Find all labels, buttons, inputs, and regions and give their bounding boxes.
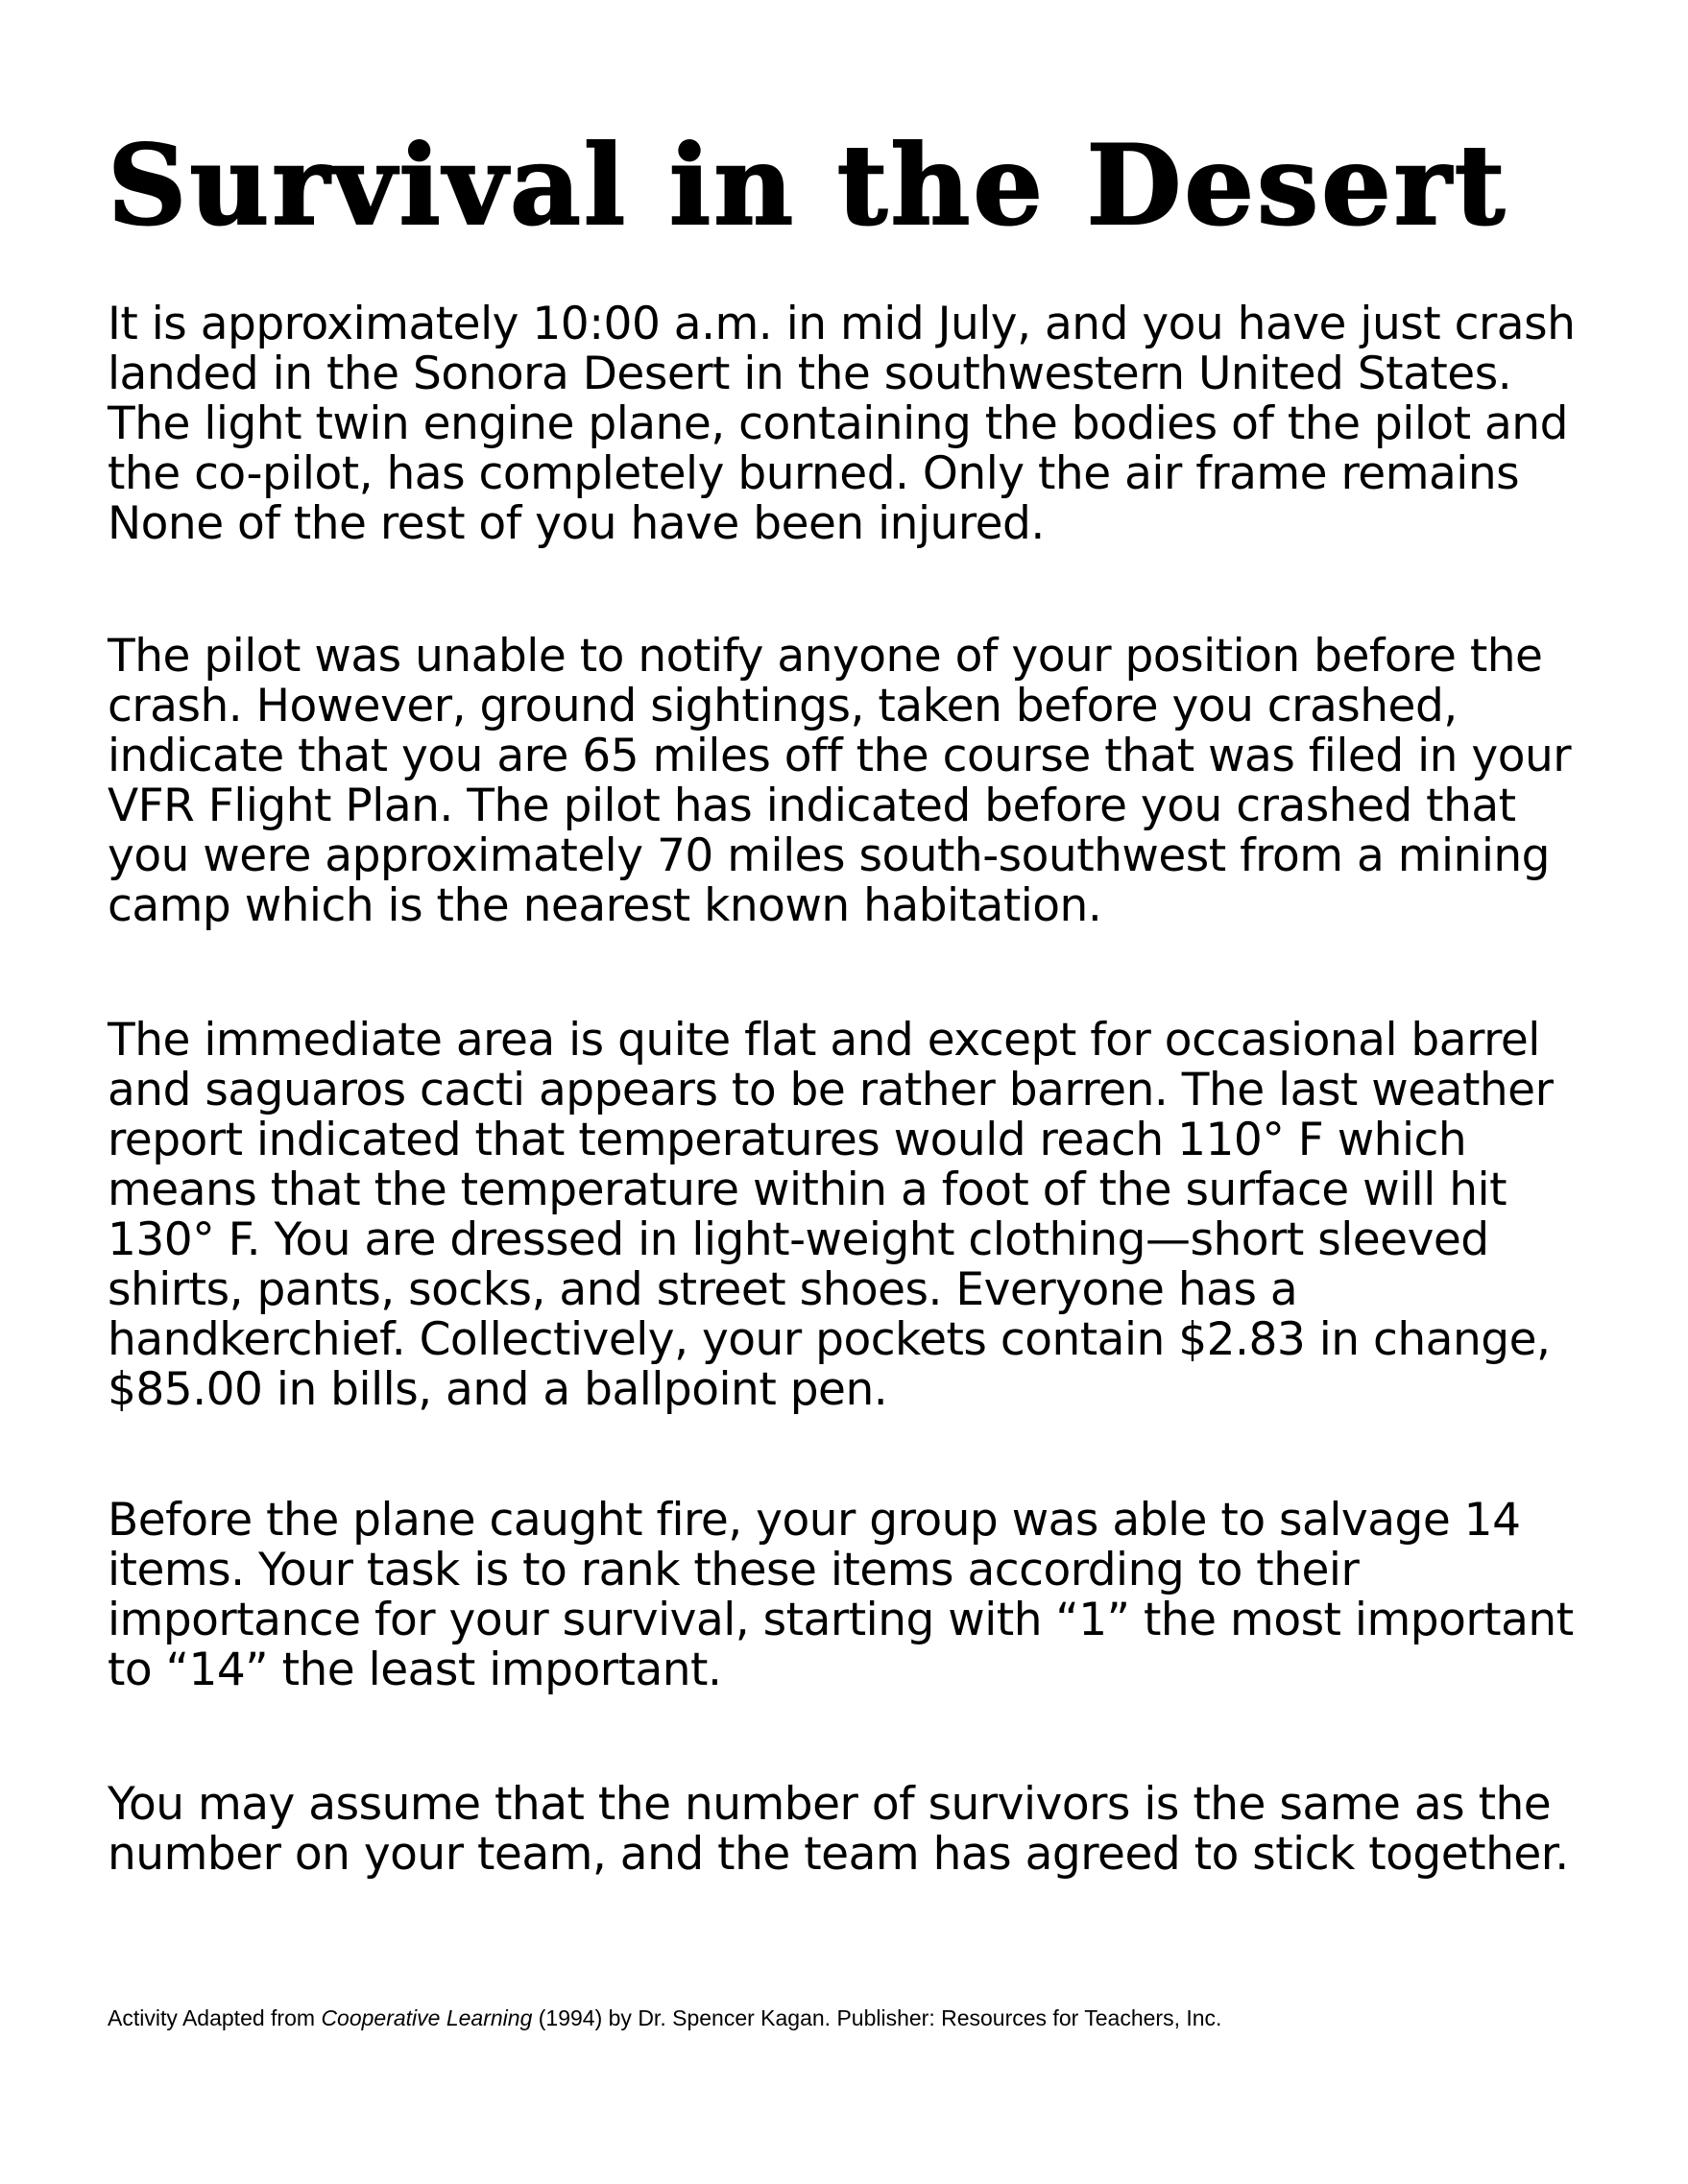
source-footnote: [108, 2004, 1605, 2032]
scenario-paragraph-position: The pilot was unable to notify anyone of your position before the crash. However, ground sightings, taken before you crashed, indicate that you are 65 miles off the course that was filed in your VFR Flight Plan. The pilot has indicated before you crashed that you were approximately 70 miles south-southwest from a mining camp which is the nearest known habitation.: [108, 630, 1572, 932]
scenario-paragraph-crash: It is approximately 10:00 a.m. in mid July, and you have just crash landed in the Sonora Desert in the southwestern United States. The light twin engine plane, containing the bodies of the pilot and the co-pilot, has completely burned. Only the air frame remains None of the rest of you have been injured.: [108, 298, 1576, 550]
footnote-book-title: Cooperative Learning: [321, 2005, 533, 2030]
scenario-paragraph-task: Before the plane caught fire, your group was able to salvage 14 items. Your task is to rank these items according to their importance for your survival, starting with “1” the most important to “14” the least important.: [108, 1494, 1574, 1696]
scenario-paragraph-conditions: The immediate area is quite flat and except for occasional barrel and saguaros cacti appears to be rather barren. The last weather report indicated that temperatures would reach 110° F which means that the temperature within a foot of the surface will hit 130° F. You are dressed in light-weight clothing—short sleeved shirts, pants, socks, and street shoes. Everyone has a handkerchief. Collectively, your pockets contain $2.83 in change, $85.00 in bills, and a ballpoint pen.: [108, 1014, 1554, 1416]
page-title: Survival in the Desert: [108, 121, 1508, 250]
footnote-prefix: Activity Adapted from: [108, 2005, 322, 2030]
scenario-paragraph-team: You may assume that the number of survivors is the same as the number on your team, and the team has agreed to stick together.: [108, 1778, 1569, 1881]
footnote-suffix: (1994) by Dr. Spencer Kagan. Publisher: Resources for Teachers, Inc.: [532, 2005, 1222, 2030]
